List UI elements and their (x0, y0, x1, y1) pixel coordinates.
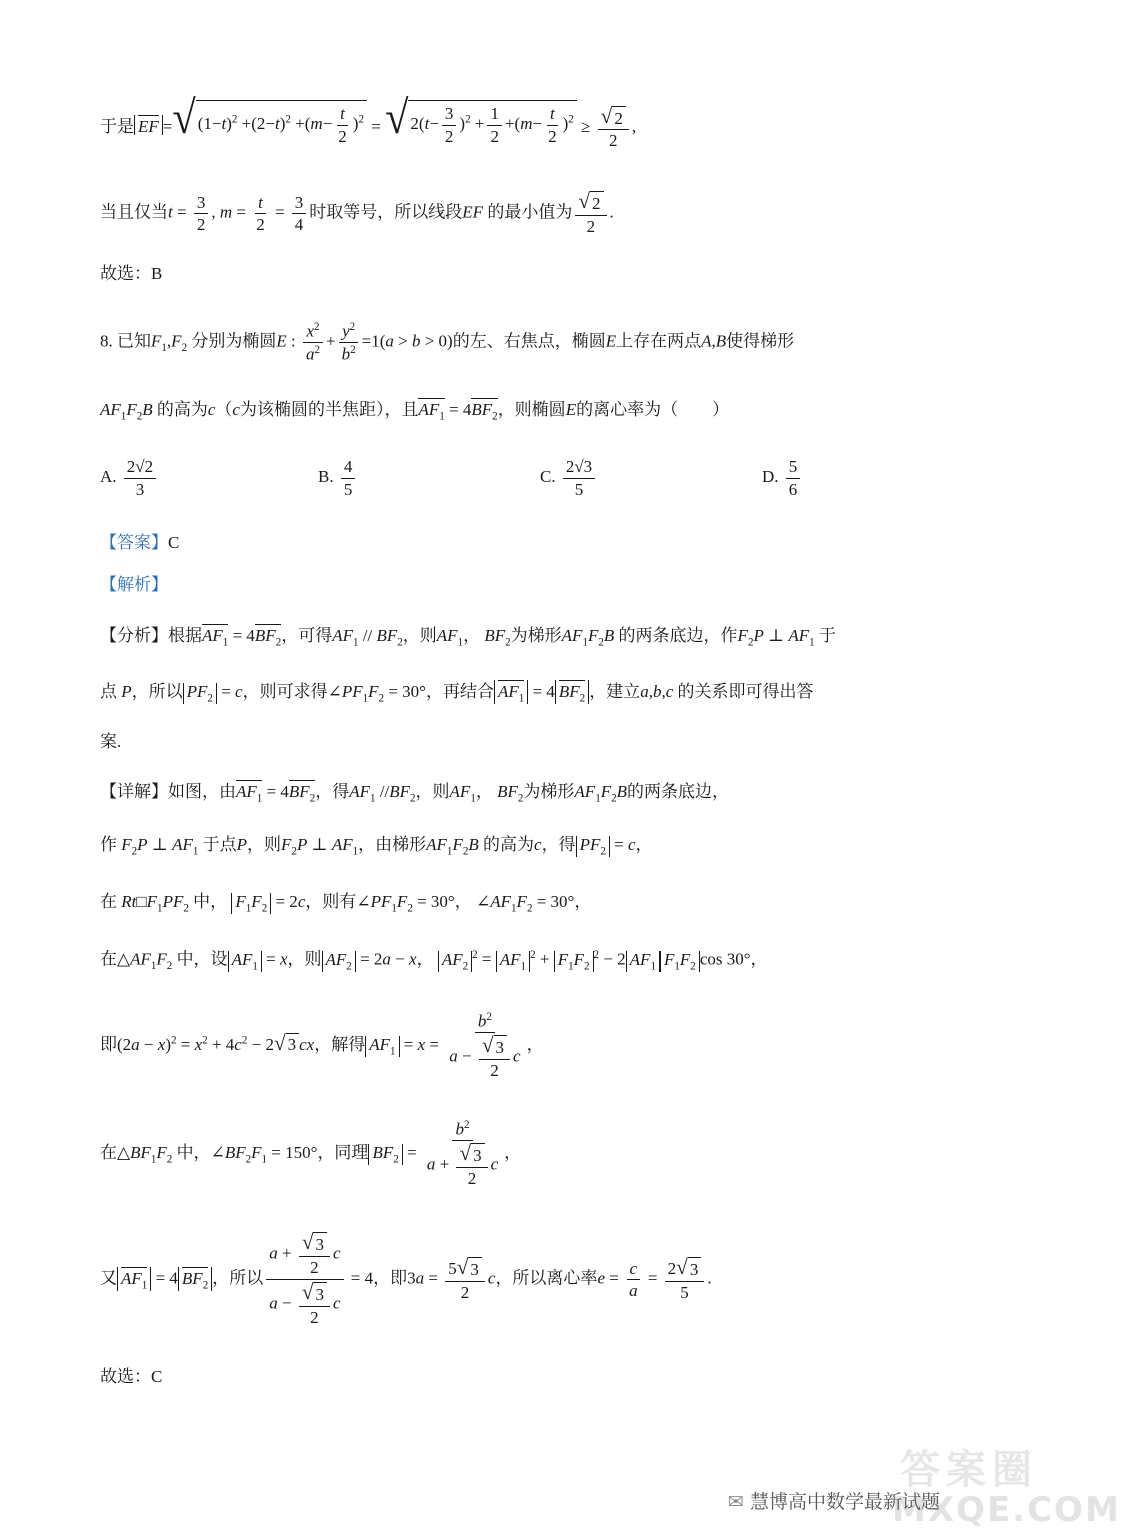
text: 分别为椭圆 (191, 331, 277, 351)
text: ，由梯形 (358, 835, 427, 854)
text: 当且仅当 (100, 202, 168, 222)
text: 时取等号，所以线段 (309, 202, 463, 222)
text: 中， (176, 1143, 211, 1163)
text: 的两条底边，作 (618, 626, 738, 645)
xiangjie-line-6: 在$\triangle BF_1F_2$ 中，$\angle BF_2F_1 = 150^\circ$，同理 $BF_2$ = $b^2$ a + √ 3 2 c ， (100, 1119, 522, 1188)
text: 的关系即可得出答 (677, 682, 814, 701)
fenxi-tag: 【分析】 (100, 626, 168, 645)
watermark-logo: 答案圈 (900, 1447, 1038, 1493)
watermark-site: MXQE.COM (892, 1490, 1121, 1530)
option-value: $\frac{5}{6}$ (786, 456, 801, 500)
text: 的最小值为 (487, 202, 573, 222)
text: ，得 (315, 782, 350, 801)
text: ，建立 (589, 682, 641, 701)
xiangjie-line-5: 即$(2a - x)^2 = x^2 + 4c^2 - 2$ √ 3 cx，解得 $AF_1 = x$ = $b^2$ a − √ 3 2 c ， (100, 1011, 544, 1080)
question-8-line-2: $AF_1F_2B$ 的高为c（c为该椭圆的半焦距），且$AF_1 = 4BF_2$，则椭圆E的离心率为（ ） (100, 400, 730, 423)
text: 又 (100, 1268, 117, 1288)
text: 中， (193, 892, 228, 911)
fenxi-line-2: 点 P，所以 $PF_2 = c$，则可求得$\angle PF_1F_2 = 30^\circ$，再结合 $AF_1 = 4$ $BF_2$ ，建立a,b,c 的关系即可得出答 (100, 682, 814, 705)
select-c: 故选：C (100, 1367, 163, 1386)
text: 在 (100, 892, 117, 911)
text: 如图，由 (168, 782, 236, 801)
text: 为梯形 (523, 782, 575, 801)
text: ，可得 (281, 626, 333, 645)
wechat-account-name: 慧博高中数学最新试题 (749, 1491, 940, 1513)
text: ，再结合 (425, 682, 494, 701)
text: 在 (100, 1143, 117, 1163)
xiangjie-line-2: 作 $F_2P$ ⊥ $AF_1$ 于点P，则$F_2P$ ⊥ $AF_1$，由梯形$AF_1F_2B$ 的高为c，得 $PF_2 = c$， (100, 835, 653, 858)
text: ，同理 (317, 1143, 369, 1163)
sqrt-expression-1: √ $(1-t)^2 +(2-t)^2 +(m-$ $\frac{t}{2}$ )$^2$ (172, 100, 367, 147)
text: ，则 (247, 835, 282, 854)
text: 的离心率为（ ） (576, 400, 730, 419)
xiangjie-line-4: 在$\triangle AF_1F_2$ 中，设 $AF_1 = x$，则 $AF_2 = 2a - x$， $AF_2^2 = AF_1^2 + F_1F_2^2 - 2$ $AF_1$ $F_1F_2$ cos 30°， (100, 949, 768, 973)
text: 使得梯形 (726, 331, 795, 351)
text: 于是 (100, 117, 134, 136)
text: 已知 (117, 331, 151, 351)
text: ，所以 (212, 1268, 264, 1288)
option-value: $\frac{2√3}{5}$ (563, 456, 595, 500)
xiangjie-line-7: 又 $AF_1 = 4$ $BF_2$ ，所以 a + √ 3 2 c a − √ 3 2 c = 4，即3a = 5 √ 3 2 c，所以离心率e = $\frac{c}{a}$ = 2 √ 3 5 . (100, 1230, 712, 1327)
xiangjie-line-3: 在 $Rt□F_1PF_2$ 中， $F_1F_2 = 2c$，则有$\angle PF_1F_2 = 30^\circ$， $\angle AF_1F_2 = 30^\circ$， (100, 892, 592, 915)
ef-vector: EF (138, 117, 159, 136)
text: 的左、右焦点，椭圆 (452, 331, 606, 351)
option-d[interactable] (762, 456, 803, 500)
wechat-icon: ✉ (728, 1491, 750, 1513)
answer-value: C (168, 533, 180, 552)
question-number: 8. (100, 331, 113, 351)
answer-line (100, 534, 179, 551)
sqrt-expression-2: √ 2(t− $\frac{3}{2}$ )$^2$ + $\frac{1}{2}$ +(m− $\frac{t}{2}$ )$^2$ (385, 100, 577, 147)
text: 点 (100, 682, 117, 701)
option-label: B. (318, 466, 334, 486)
text: （ (215, 400, 233, 419)
text: ，则可求得 (242, 682, 328, 701)
question-8-line-1: 8. 已知$F_1,F_2$ 分别为椭圆E : $\frac{x^2}{a^2}$ + $\frac{y^2}{b^2}$ =1(a > b > 0)的左、右焦点，椭圆E上存在两点A,B使得梯形 (100, 321, 795, 364)
text: 于 (818, 626, 836, 645)
text: ，则 (415, 782, 450, 801)
text: 根据 (168, 626, 202, 645)
wechat-watermark (728, 1487, 940, 1514)
text: 中，设 (176, 949, 228, 969)
analysis-tag: 【解析】 (100, 575, 168, 594)
text: 为梯形 (510, 626, 562, 645)
text: ，解得 (314, 1035, 366, 1055)
option-value: $\frac{4}{5}$ (341, 456, 356, 500)
option-a[interactable] (100, 456, 159, 500)
fenxi-line-3: 案. (100, 732, 122, 751)
text: ，则椭圆 (497, 400, 566, 419)
text: ，则 (402, 626, 437, 645)
option-b[interactable] (318, 456, 358, 500)
text: 的两条底边， (627, 782, 730, 801)
text: ，得 (541, 835, 576, 854)
xiangjie-tag: 【详解】 (100, 782, 168, 801)
solution-line-equality: 当且仅当t = $\frac{3}{2}$ , m = $\frac{t}{2}$ = $\frac{3}{4}$ 时取等号，所以线段EF 的最小值为 √ 2 2 . (100, 189, 614, 236)
text: ，则有 (305, 892, 357, 911)
option-value: $\frac{2√2}{3}$ (124, 456, 156, 500)
text: ，即 (373, 1268, 408, 1288)
text: ，所以离心率 (495, 1268, 598, 1288)
ef-magnitude (134, 115, 163, 135)
text: 上存在两点 (616, 331, 702, 351)
solution-line-ef-expression: 于是 EF = √ $(1-t)^2 +(2-t)^2 +(m-$ $\frac{t}{2}$ )$^2$ = √ 2(t− $\frac{3}{2}$ )$^2$ + $\frac{1}{2}$ +(m− $\frac{t}{2}$ )$^2$ ≥ √ 2 2 , (100, 92, 637, 151)
option-c[interactable] (540, 456, 598, 500)
select-b: 故选：B (100, 264, 163, 283)
text: 在 (100, 949, 117, 969)
option-label: A. (100, 466, 117, 486)
answer-tag: 【答案】 (100, 533, 168, 552)
text: 的高为 (156, 400, 208, 419)
fenxi-line-1: 【分析】根据$AF_1 = 4BF_2$，可得$AF_1 // BF_2$，则$AF_1$， $BF_2$为梯形$AF_1F_2B$ 的两条底边，作$F_2P$ ⊥ $AF_1$ 于 (100, 626, 836, 649)
xiangjie-line-1: 【详解】如图，由$AF_1 = 4BF_2$，得$AF_1$ $//BF_2$，则$AF_1$， $BF_2$为梯形$AF_1F_2B$的两条底边， (100, 782, 730, 805)
text: 于点 (202, 835, 237, 854)
text: 为该椭圆的半焦距），且 (239, 400, 419, 419)
segment-ef: EF (462, 202, 484, 222)
text: ，所以 (131, 682, 183, 701)
option-label: D. (762, 466, 779, 486)
option-label: C. (540, 466, 556, 486)
text: 即 (100, 1035, 117, 1055)
text: 的高为 (483, 835, 535, 854)
text: ，则 (287, 949, 322, 969)
text: 作 (100, 835, 117, 854)
